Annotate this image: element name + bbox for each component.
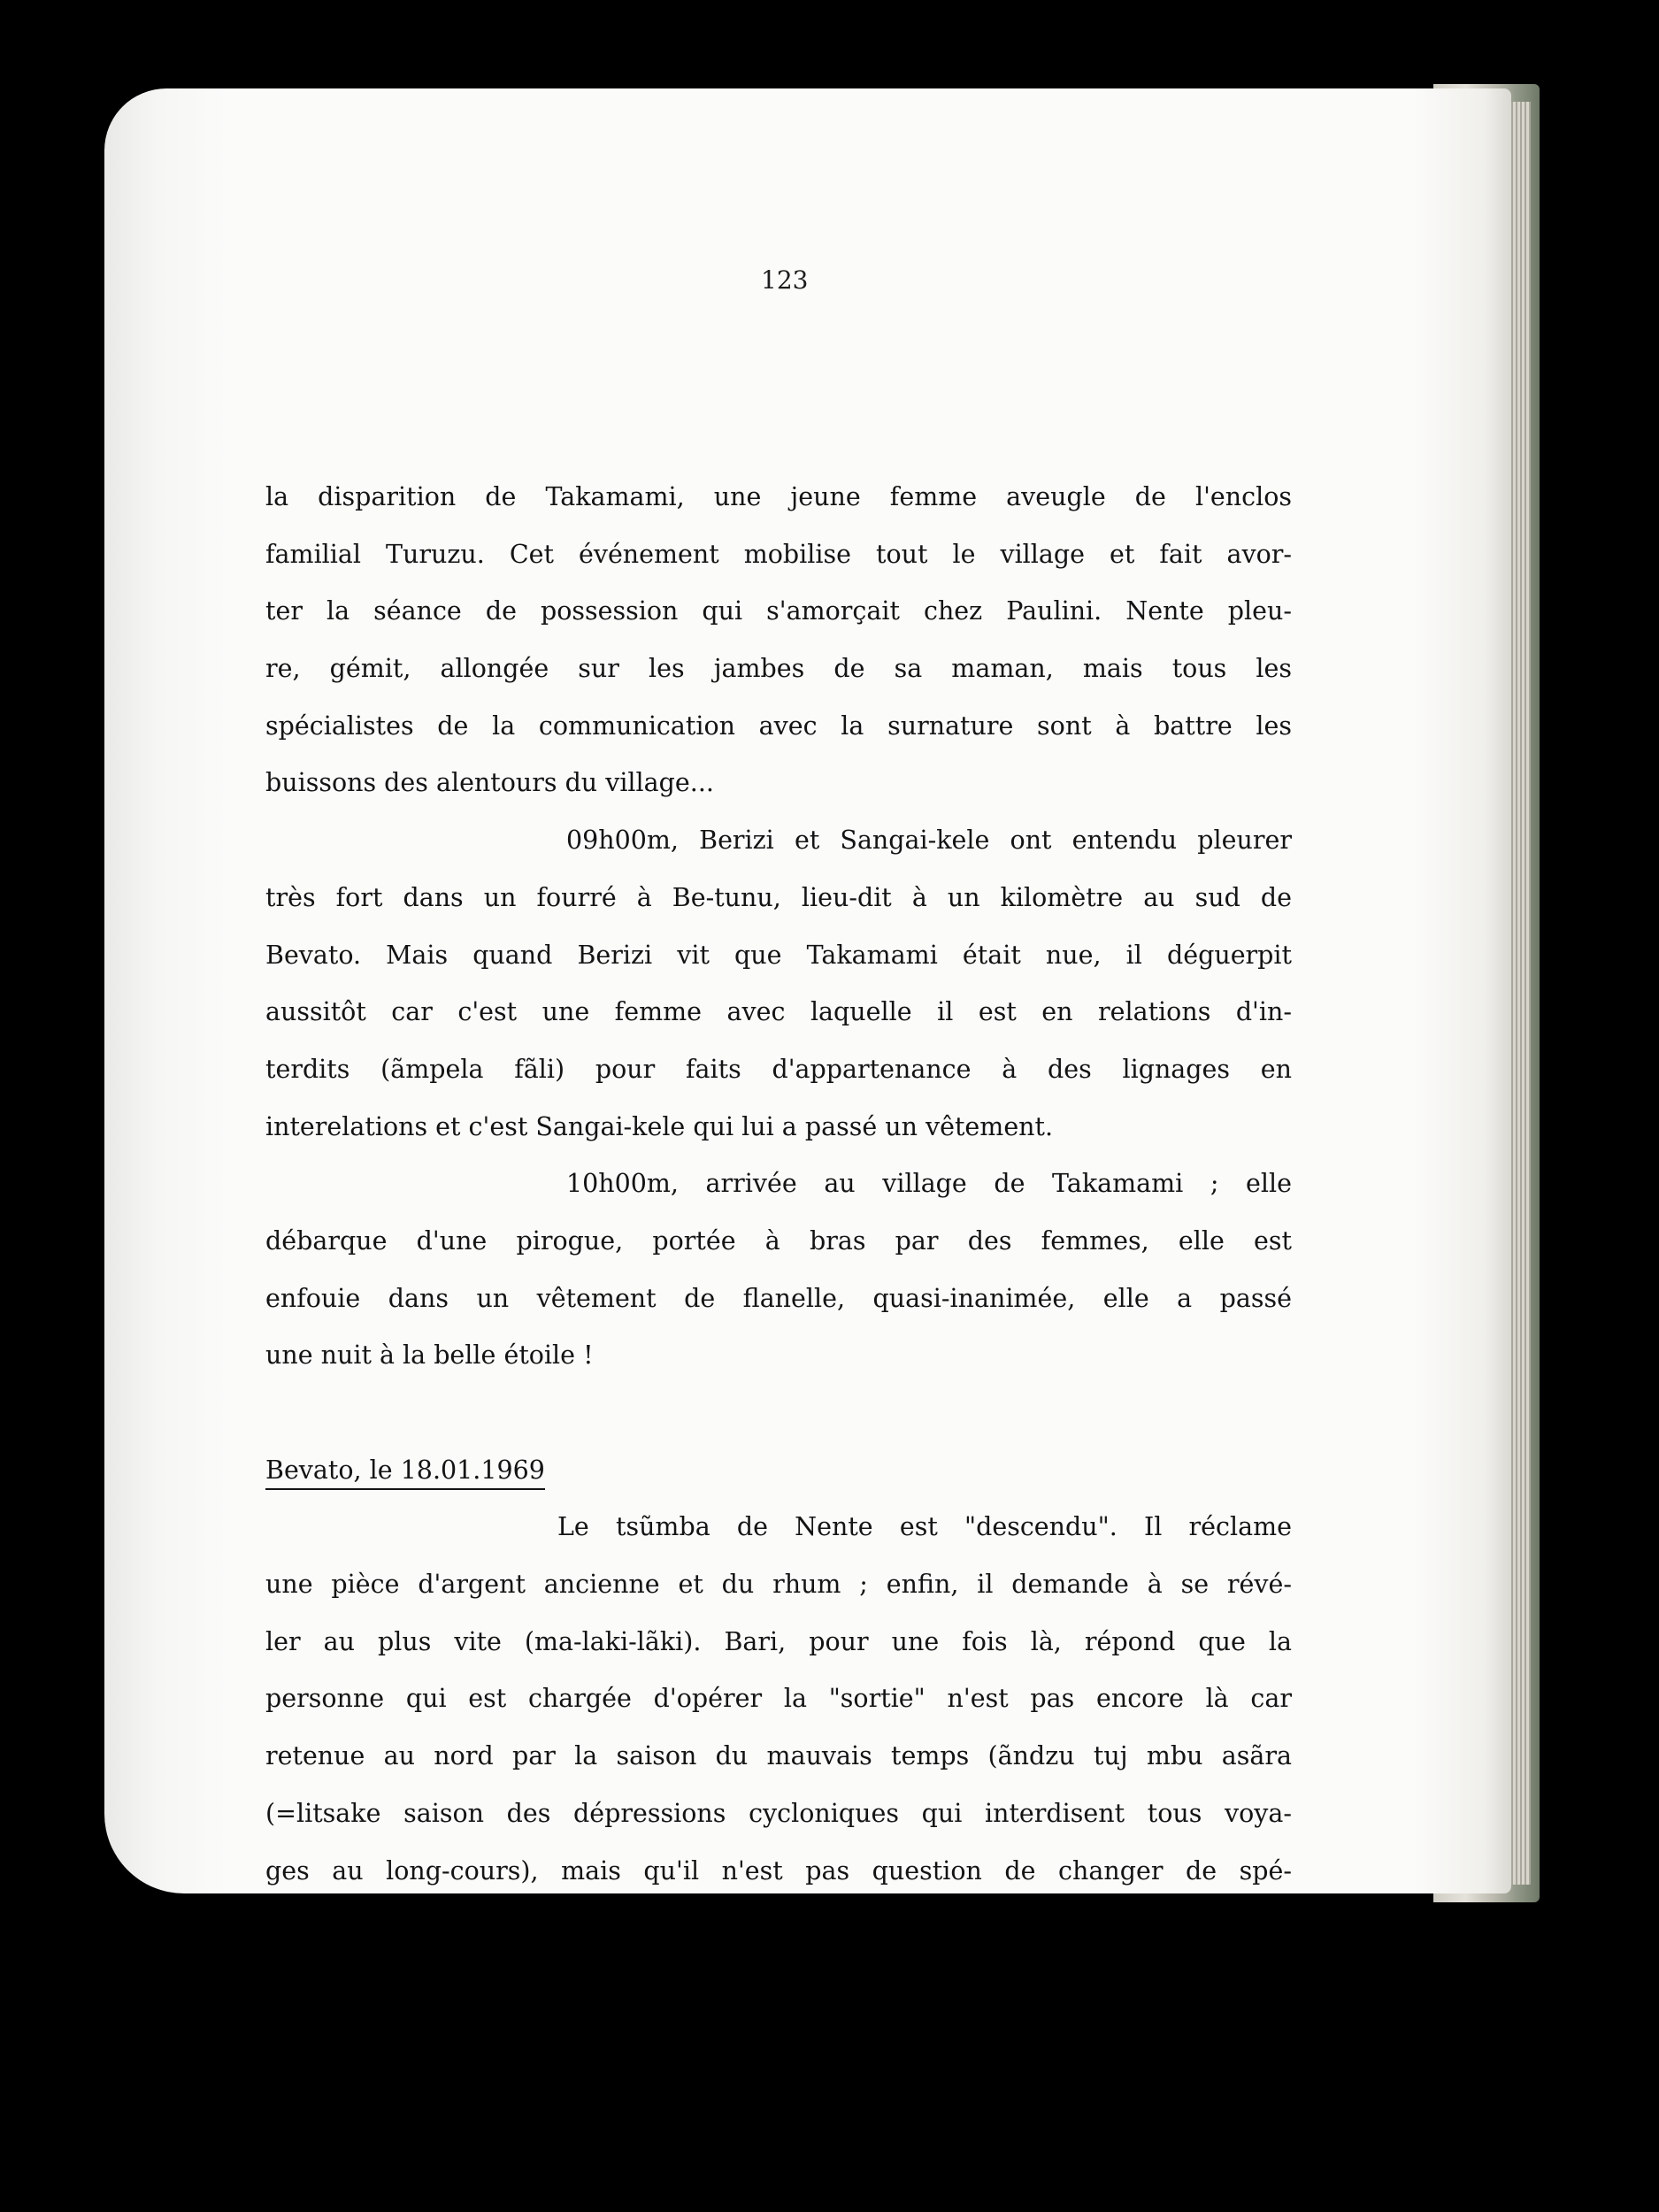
text-line: très fort dans un fourré à Be-tunu, lieu-dit à un kilomètre au sud de: [265, 882, 1292, 912]
text-line: (=litsake saison des dépressions cycloniques qui interdisent tous voya-: [265, 1798, 1292, 1828]
text-line: buissons des alentours du village...: [265, 768, 714, 798]
text-line: ges au long-cours), mais qu'il n'est pas question de changer de spé-: [265, 1855, 1292, 1886]
text-line: terdits (ãmpela fãli) pour faits d'appartenance à des lignages en: [265, 1054, 1292, 1084]
text-line: personne qui est chargée d'opérer la "sortie" n'est pas encore là car: [265, 1684, 1292, 1714]
date-heading: Bevato, le 18.01.1969: [265, 1453, 545, 1490]
text-line: la disparition de Takamami, une jeune femme aveugle de l'enclos: [265, 482, 1292, 511]
text-line: spécialistes de la communication avec la surnature sont à battre les: [265, 710, 1292, 741]
text-line: une pièce d'argent ancienne et du rhum ; enfin, il demande à se révé-: [265, 1570, 1292, 1600]
text-line: débarque d'une pirogue, portée à bras par des femmes, elle est: [265, 1225, 1292, 1256]
text-line: ter la séance de possession qui s'amorçait chez Paulini. Nente pleu-: [265, 596, 1292, 626]
text-line: ler au plus vite (ma-laki-lãki). Bari, pour une fois là, répond que la: [265, 1626, 1292, 1656]
text-line: Le tsũmba de Nente est "descendu". Il réclame: [557, 1512, 1292, 1542]
page-number: 123: [761, 265, 809, 295]
text-line: une nuit à la belle étoile !: [265, 1340, 594, 1371]
text-line: familial Turuzu. Cet événement mobilise tout le village et fait avor-: [265, 539, 1292, 569]
text-line: enfouie dans un vêtement de flanelle, quasi-inanimée, elle a passé: [265, 1283, 1292, 1313]
text-line: retenue au nord par la saison du mauvais temps (ãndzu tuj mbu asãra: [265, 1741, 1292, 1771]
text-line: 10h00m, arrivée au village de Takamami ; elle: [566, 1169, 1292, 1199]
text-line: 09h00m, Berizi et Sangai-kele ont entendu pleurer: [566, 826, 1292, 856]
paragraph-gap: [265, 1385, 1292, 1442]
text-line: Bevato. Mais quand Berizi vit que Takamami était nue, il déguerpit: [265, 940, 1292, 970]
date-heading-line: [265, 1442, 1292, 1500]
text-line: re, gémit, allongée sur les jambes de sa maman, mais tous les: [265, 654, 1292, 684]
text-line: aussitôt car c'est une femme avec laquelle il est en relations d'in-: [265, 997, 1292, 1027]
text-line: interelations et c'est Sangai-kele qui lui a passé un vêtement.: [265, 1111, 1054, 1141]
body-text: [265, 469, 1292, 1900]
